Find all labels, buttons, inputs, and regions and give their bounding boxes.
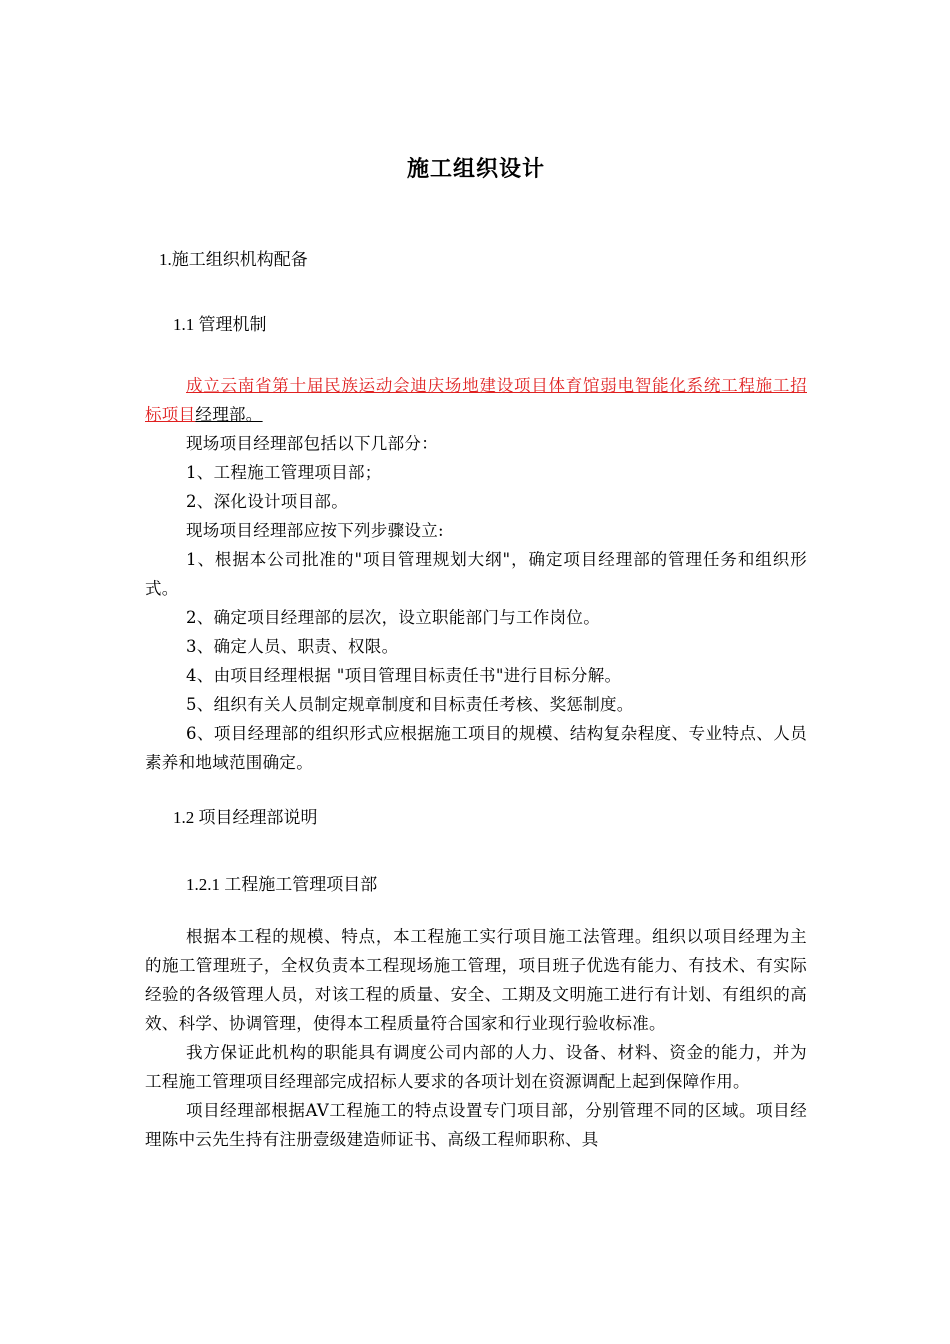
list2-item: 6、项目经理部的组织形式应根据施工项目的规模、结构复杂程度、专业特点、人员素养和地域范围确定。 [145, 724, 807, 772]
body-paragraph: 我方保证此机构的职能具有调度公司内部的人力、设备、材料、资金的能力，并为工程施工管理项目经理部完成招标人要求的各项计划在资源调配上起到保障作用。 [145, 1043, 807, 1091]
list2-item: 4、由项目经理根据 "项目管理目标责任书"进行目标分解。 [186, 666, 622, 685]
document-title: 施工组织设计 [406, 157, 545, 182]
management-block [145, 371, 807, 777]
list2-item: 5、组织有关人员制定规章制度和目标责任考核、奖惩制度。 [186, 695, 634, 714]
intro-paragraph [145, 371, 807, 429]
section-number: 1.1 [173, 315, 199, 334]
body-paragraph: 项目经理部根据AV工程施工的特点设置专门项目部，分别管理不同的区域。项目经理陈中云先生持有注册壹级建造师证书、高级工程师职称、具 [145, 1101, 807, 1149]
section-heading-1-2-1 [186, 870, 377, 895]
list2-lead: 现场项目经理部应按下列步骤设立: [186, 521, 444, 540]
list2-item: 1、根据本公司批准的"项目管理规划大纲"，确定项目经理部的管理任务和组织形式。 [145, 550, 807, 598]
section-number: 1. [159, 250, 172, 269]
list1-item: 1、工程施工管理项目部； [186, 463, 382, 482]
section-heading-1-2 [173, 803, 318, 828]
project-name-highlight: 成立云南省第十届民族运动会迪庆场地建设项目体育馆弱电智能化系统工程施工招标项目 [145, 376, 807, 424]
section-heading-1 [159, 245, 308, 270]
section-number: 1.2 [173, 808, 199, 827]
project-dept-block [145, 922, 807, 1154]
list2-item: 2、确定项目经理部的层次，设立职能部门与工作岗位。 [186, 608, 600, 627]
section-heading-1-1 [173, 310, 267, 335]
list1-lead: 现场项目经理部包括以下几部分： [186, 434, 438, 453]
intro-tail: 经理部。 [195, 405, 263, 424]
section-title: 施工组织机构配备 [171, 250, 308, 270]
section-number: 1.2.1 [186, 875, 225, 894]
section-title: 管理机制 [198, 315, 267, 335]
list1-item: 2、深化设计项目部。 [186, 492, 348, 511]
section-title: 工程施工管理项目部 [224, 875, 378, 895]
body-paragraph: 根据本工程的规模、特点，本工程施工实行项目施工法管理。组织以项目经理为主的施工管理班子，全权负责本工程现场施工管理，项目班子优选有能力、有技术、有实际经验的各级管理人员，对该工程的质量、安全、工期及文明施工进行有计划、有组织的高效、科学、协调管理，使得本工程质量符合国家和行业现行验收标准。 [145, 927, 807, 1033]
section-title: 项目经理部说明 [198, 808, 318, 828]
list2-item: 3、确定人员、职责、权限。 [186, 637, 399, 656]
